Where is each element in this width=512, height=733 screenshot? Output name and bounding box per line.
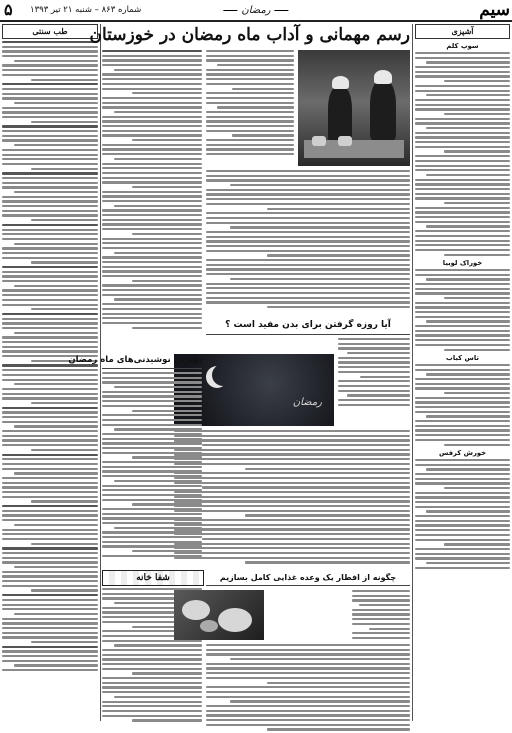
column-divider (100, 24, 101, 721)
medicine-column-title: طب سنتی (2, 24, 98, 39)
recipe-title: خوراک لوبیا (442, 258, 483, 267)
recipe-text (415, 459, 510, 569)
recipe-title: تاس کباب (446, 353, 479, 362)
recipe-text (415, 364, 510, 446)
divider (102, 368, 202, 369)
page-number: ۵ (4, 0, 13, 19)
recipe-text (415, 269, 510, 351)
photo-caption: رمضان (292, 397, 322, 408)
section-tag: رمضان (223, 4, 288, 17)
article-text (352, 590, 410, 642)
recipe-title: سوپ کلم (446, 42, 479, 50)
column-divider (412, 24, 413, 721)
article-text (206, 50, 294, 158)
article-title: آیا روزه گرفتن برای بدن مفید است ؟ (225, 320, 391, 330)
newspaper-logo: سیم (479, 0, 510, 20)
cooking-column (415, 24, 510, 721)
article-title: بهترین نوشیدنی‌های ماه رمضان (68, 355, 202, 365)
page-header (0, 0, 512, 22)
article-text (174, 430, 410, 566)
shafa-khaneh-banner: شفا خانه (102, 570, 204, 586)
medicine-column (2, 24, 98, 721)
article-text (206, 644, 410, 733)
article-text (206, 170, 410, 311)
cooking-column-title: آشپزی (415, 24, 510, 39)
crescent-moon-icon (212, 364, 234, 386)
article-text (338, 338, 410, 408)
recipe-title: خورش کرفس (438, 448, 487, 457)
divider (206, 585, 410, 586)
iftar-food-photo (174, 590, 264, 640)
issue-line: شماره ۸۶۳ – شنبه ۲۱ تیر ۱۳۹۳ (30, 5, 142, 15)
article-text (102, 372, 202, 560)
article-title: چگونه از افطار یک وعده غذایی کامل بسازیم (219, 573, 397, 582)
main-column (68, 24, 410, 721)
recipe-text (415, 52, 510, 256)
article-text (102, 50, 202, 331)
divider (206, 334, 410, 335)
chefs-photo (298, 50, 410, 166)
main-headline: رسم مهمانی و آداب ماه رمضان در خوزستان (89, 25, 410, 45)
